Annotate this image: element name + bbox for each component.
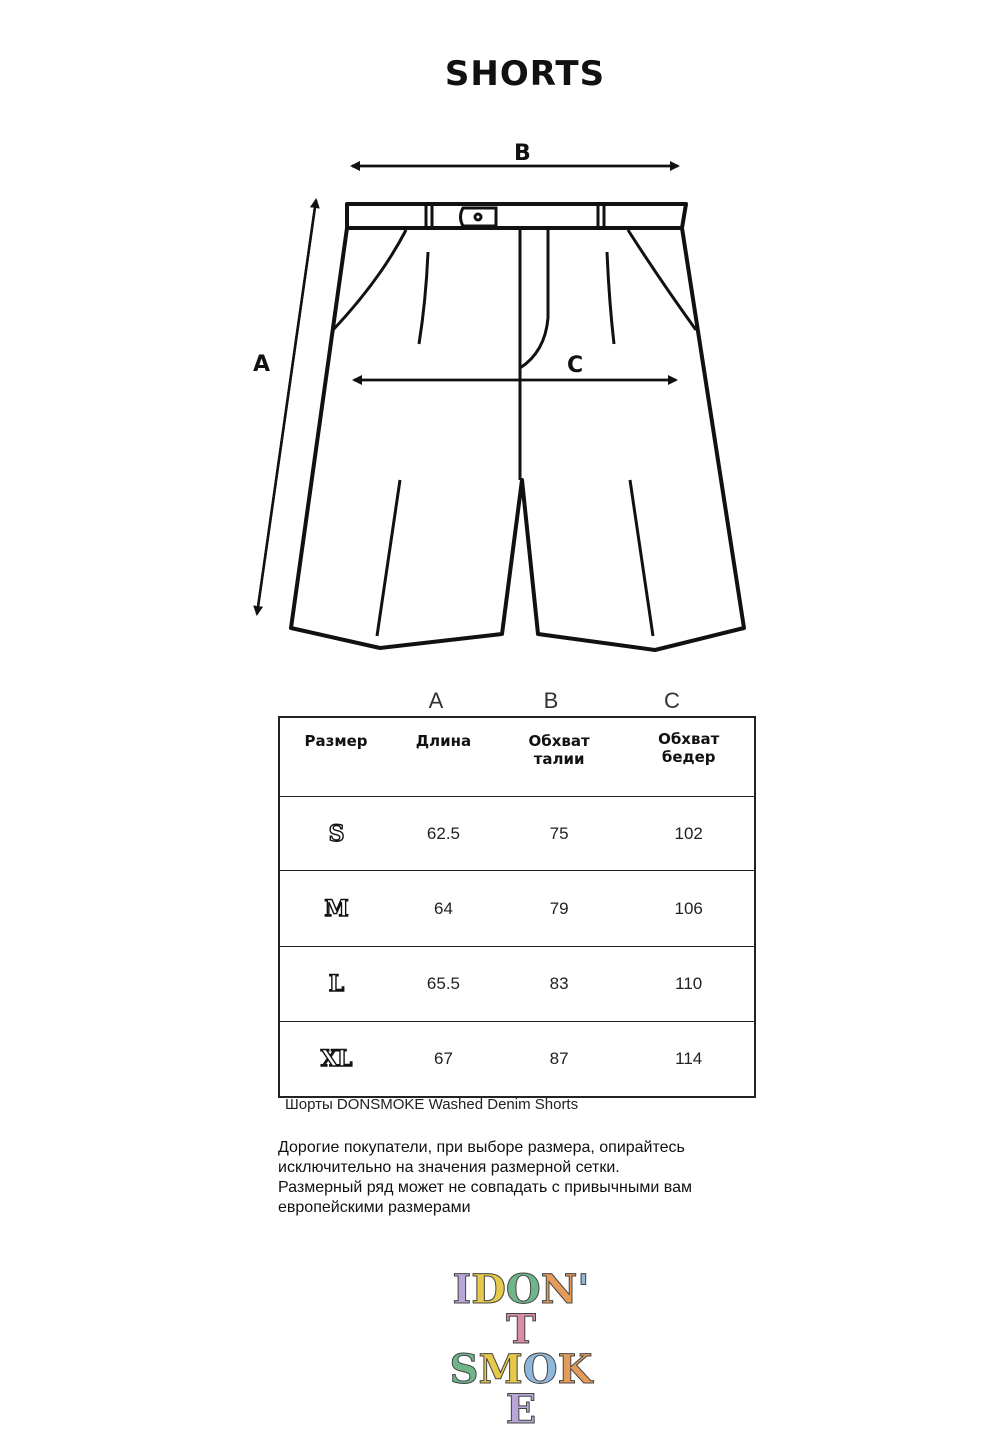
size-label: S (328, 820, 344, 847)
dimension-arrows (257, 166, 678, 614)
column-letter-c: C (664, 688, 680, 713)
brand-logo (446, 1266, 596, 1433)
note-line: Размерный ряд может не совпадать с привычными вам (278, 1179, 692, 1196)
cell-length: 64 (392, 871, 495, 947)
shorts-diagram (0, 130, 1000, 670)
header-waist-line2: талии (533, 750, 585, 768)
logo-letter: D (471, 1266, 506, 1313)
cell-hips: 110 (623, 947, 755, 1022)
label-a: A (253, 352, 271, 377)
cell-length: 67 (434, 1049, 453, 1068)
page-title: SHORTS (444, 54, 606, 94)
size-label: L (328, 971, 344, 997)
table-row (279, 871, 755, 947)
logo-line-2 (446, 1346, 596, 1433)
label-c: C (567, 353, 584, 378)
logo-letter: K (557, 1346, 593, 1393)
cell-waist: 87 (549, 1049, 569, 1068)
logo-letter: I (452, 1266, 472, 1313)
cell-hips: 114 (675, 1049, 703, 1068)
shorts-details (333, 206, 696, 636)
header-hips-line1: Обхват (658, 730, 720, 748)
size-label: M (324, 895, 348, 922)
column-letter-a: A (428, 688, 444, 713)
product-caption: Шорты DONSMOKE Washed Denim Shorts (285, 1096, 579, 1113)
table-header-row (279, 717, 755, 797)
cell-length: 65.5 (392, 947, 495, 1022)
size-note (278, 1138, 748, 1218)
size-label: XL (320, 1046, 352, 1072)
header-length: Длина (392, 717, 495, 797)
cell-hips: 102 (623, 797, 755, 871)
cell-hips: 106 (623, 871, 755, 947)
cell-length: 62.5 (392, 797, 495, 871)
header-waist-line1: Обхват (528, 732, 590, 750)
logo-line-1 (446, 1266, 596, 1353)
logo-letter: N (540, 1266, 578, 1313)
header-hips-line2: бедер (661, 748, 716, 766)
logo-letter: O (522, 1346, 558, 1393)
logo-letter: M (478, 1346, 523, 1393)
note-line: Дорогие покупатели, при выборе размера, опирайтесь (278, 1139, 685, 1156)
header-size: Размер (279, 717, 392, 797)
label-b: B (514, 141, 531, 166)
logo-letter: E (505, 1386, 537, 1433)
table-row (279, 947, 755, 1022)
cell-waist: 75 (495, 797, 624, 871)
table-row (279, 1022, 755, 1098)
logo-letter: S (449, 1346, 479, 1393)
note-line: европейскими размерами (278, 1199, 471, 1216)
cell-waist: 79 (495, 871, 624, 947)
logo-letter: T (506, 1306, 536, 1353)
note-line: исключительно на значения размерной сетки. (278, 1159, 620, 1176)
logo-letter: O (505, 1266, 541, 1313)
table-row (279, 797, 755, 871)
header-waist (495, 717, 624, 797)
logo-letter: ' (577, 1266, 590, 1313)
shorts-outline (291, 204, 744, 650)
size-table (278, 716, 756, 1098)
cell-waist: 83 (495, 947, 624, 1022)
column-letter-b: B (543, 688, 559, 713)
header-hips (623, 717, 755, 797)
